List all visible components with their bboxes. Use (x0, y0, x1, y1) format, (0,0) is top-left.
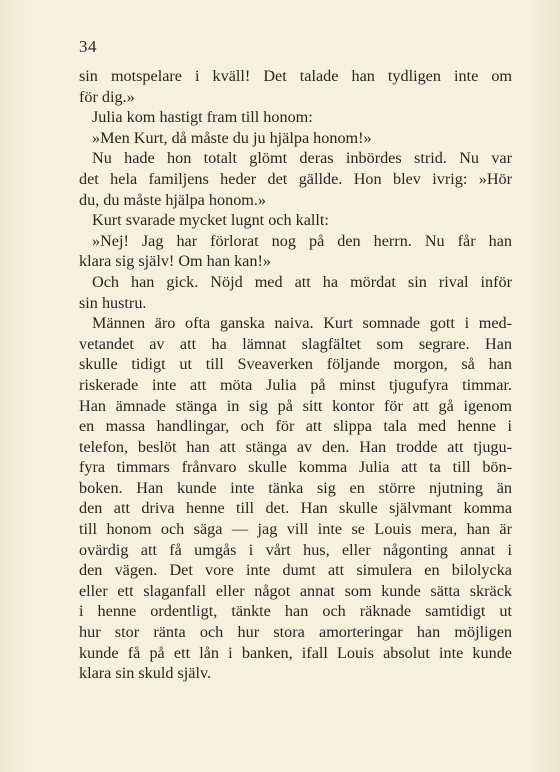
text-line: en massa handlingar, och för att slippa tala med henne i (79, 417, 512, 436)
text-line: vetandet av att ha lämnat slagfältet som segrare. Han (79, 334, 512, 353)
text-line: i henne ordentligt, tänkte han och räknade samtidigt ut (79, 602, 512, 621)
text-line: hur stor ränta och hur stora amorteringar han möjligen (79, 623, 512, 642)
text-line: Julia kom hastigt fram till honom: (92, 108, 313, 127)
text-line: du, du måste hjälpa honom.» (79, 190, 267, 209)
text-line: Och han gick. Nöjd med att ha mördat sin rival inför (92, 272, 512, 291)
text-line: Kurt svarade mycket lugnt och kallt: (92, 211, 329, 230)
text-line: sin motspelare i kväll! Det talade han tydligen inte om (79, 67, 512, 85)
text-line: »Men Kurt, då måste du ju hjälpa honom!» (92, 128, 372, 147)
text-line: Han ämnade stänga in sig på sitt kontor för att gå igenom (79, 396, 512, 415)
text-line: »Nej! Jag har förlorat nog på den herrn. Nu får han (92, 231, 512, 250)
text-line: telefon, beslöt han att stänga av den. Han trodde att tjugu- (79, 437, 512, 456)
text-line: det hela familjens heder det gällde. Hon blev ivrig: »Hör (79, 169, 512, 188)
text-line: skulle tidigt ut till Sveaverken följande morgon, så han (79, 355, 512, 374)
text-line: ovärdig att få umgås i vårt hus, eller någonting annat i (79, 540, 512, 559)
text-line: boken. Han kunde inte tänka sig en större njutning än (79, 478, 512, 497)
text-line: fyra timmars frånvaro skulle komma Julia att ta till bön- (79, 458, 512, 477)
text-line: riskerade inte att möta Julia på minst tjugufyra timmar. (79, 375, 512, 394)
text-line: den att driva henne till det. Han skulle självmant komma (79, 499, 512, 518)
text-line: den vägen. Det vore inte dumt att simulera en bilolycka (79, 561, 512, 580)
text-line: Männen äro ofta ganska naiva. Kurt somnade gott i med- (92, 314, 512, 333)
page-number: 34 (79, 37, 97, 56)
text-line: klara sin skuld själv. (79, 664, 212, 683)
text-line: för dig.» (79, 87, 135, 106)
text-line: till honom och säga — jag vill inte se Louis mera, han är (79, 520, 512, 539)
text-line: kunde få på ett lån i banken, ifall Louis absolut inte kunde (79, 643, 512, 662)
body-text (79, 66, 512, 684)
text-line: sin hustru. (79, 293, 147, 312)
text-line: Nu hade hon totalt glömt deras inbördes strid. Nu var (92, 149, 512, 168)
text-line: eller ett slaganfall eller något annat som kunde sätta skräck (79, 581, 512, 600)
text-line: klara sig själv! Om han kan!» (79, 252, 271, 271)
